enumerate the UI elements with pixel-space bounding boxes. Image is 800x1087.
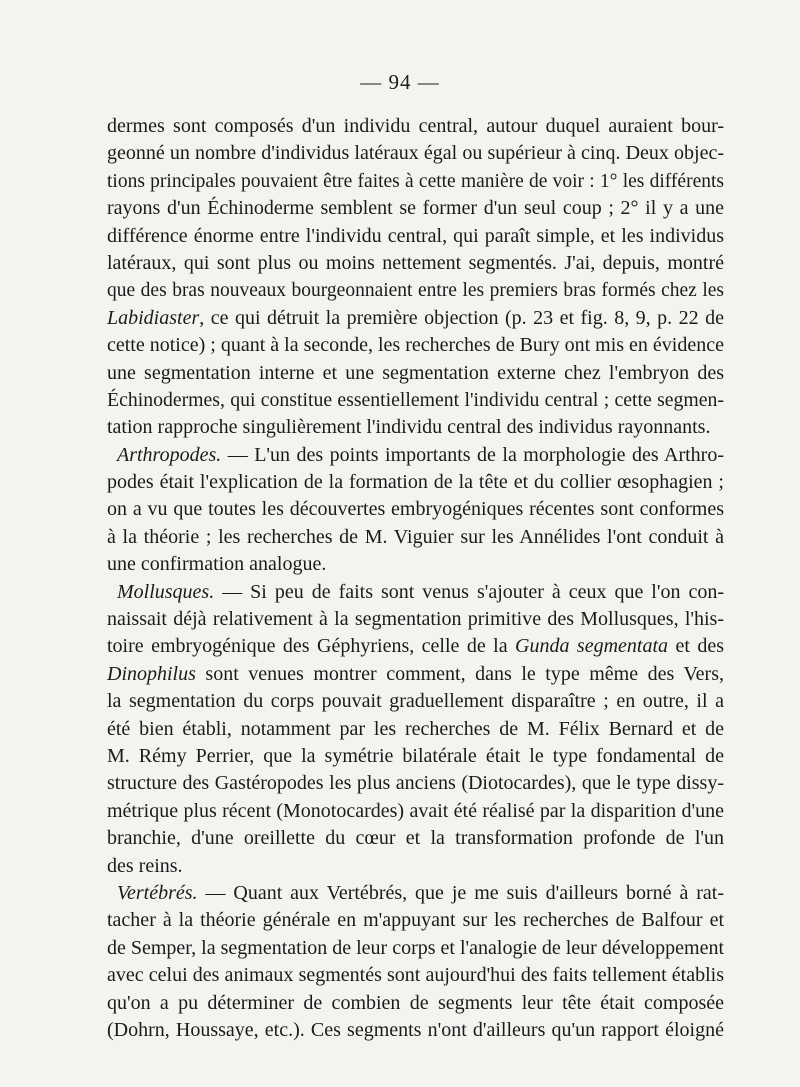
page-number: — 94 — (360, 70, 440, 94)
line-text: tions principales pouvaient être faites à cette manière de voir : 1° les différents (107, 170, 724, 192)
text-line (107, 853, 724, 880)
line-text: une confirmation analogue. (107, 553, 327, 576)
line-text: podes était l'explication de la formation de la tête et du collier œsophagien ; (107, 471, 724, 494)
text-line (107, 770, 724, 797)
text-line (107, 332, 724, 359)
line-text: — Quant aux Vertébrés, que je me suis d'ailleurs borné à rat- (197, 881, 724, 904)
text-line (107, 140, 724, 167)
italic-term: Gunda segmentata (515, 635, 669, 658)
text-line (107, 195, 724, 222)
line-text: à la théorie ; les recherches de M. Viguier sur les Annélides l'ont conduit à (107, 525, 724, 548)
text-line (107, 414, 724, 441)
text-line (107, 688, 724, 715)
text-line (107, 524, 724, 551)
text-line (107, 1017, 724, 1044)
line-text: cette notice) ; quant à la seconde, les recherches de Bury ont mis en évidence (107, 334, 724, 357)
text-line (107, 277, 724, 304)
text-line (107, 250, 724, 277)
line-text: que des bras nouveaux bourgeonnaient entre les premiers bras formés chez les (107, 280, 724, 302)
line-text: on a vu que toutes les découvertes embryogéniques récentes sont conformes (107, 498, 724, 521)
text-line (107, 633, 724, 660)
line-text: tation rapproche singulièrement l'individu central des individus rayonnants. (107, 416, 711, 439)
text-line (107, 305, 724, 332)
text-line (107, 716, 724, 743)
italic-term: Vertébrés. (117, 881, 198, 904)
text-line (107, 880, 724, 907)
line-text: une segmentation interne et une segmentation externe chez l'embryon des (107, 361, 724, 384)
text-line (107, 743, 724, 770)
line-text: structure des Gastéropodes les plus anciens (Diotocardes), que le type dissy- (107, 772, 724, 795)
text-line (107, 579, 724, 606)
text-line (107, 442, 724, 469)
text-line (107, 387, 724, 414)
text-line (107, 496, 724, 523)
line-text: branchie, d'une oreillette du cœur et la transformation profonde de l'un (107, 827, 724, 850)
line-text: geonné un nombre d'individus latéraux égal ou supérieur à cinq. Deux objec- (107, 142, 724, 165)
text-line (107, 551, 724, 578)
text-line (107, 168, 724, 195)
italic-term: Arthropodes. (117, 443, 222, 466)
text-line (107, 223, 724, 250)
line-text: dermes sont composés d'un individu central, autour duquel auraient bour- (107, 115, 724, 137)
text-line (107, 935, 724, 962)
text-line (107, 907, 724, 934)
line-text: rayons d'un Échinoderme semblent se former d'un seul coup ; 2° il y a une (107, 197, 724, 220)
text-line (107, 113, 724, 140)
line-text: et des (668, 635, 725, 658)
text-line (107, 990, 724, 1017)
text-line (107, 825, 724, 852)
line-text: Échinodermes, qui constitue essentiellement l'individu central ; cette segmen- (107, 388, 724, 411)
line-text: avec celui des animaux segmentés sont aujourd'hui des faits tellement établis (107, 964, 724, 987)
line-text: — Si peu de faits sont venus s'ajouter à ceux que l'on con- (214, 580, 724, 603)
text-line (107, 469, 724, 496)
text-line (107, 962, 724, 989)
line-text: M. Rémy Perrier, que la symétrie bilatérale était le type fondamental de (107, 744, 724, 767)
line-text: différence énorme entre l'individu central, qui paraît simple, et les individus (107, 224, 724, 247)
italic-term: Dinophilus (107, 662, 196, 685)
line-text: toire embryogénique des Géphyriens, celle de la (107, 635, 516, 658)
line-text: de Semper, la segmentation de leur corps et l'analogie de leur développement (107, 936, 725, 959)
line-text: — L'un des points importants de la morphologie des Arthro- (221, 443, 724, 466)
italic-term: Labidiaster (107, 306, 200, 329)
body-text (107, 113, 724, 1044)
text-line (107, 360, 724, 387)
line-text: sont venues montrer comment, dans le type même des Vers, (195, 662, 724, 685)
line-text: la segmentation du corps pouvait graduellement disparaître ; en outre, il a (107, 690, 724, 713)
line-text: tacher à la théorie générale en m'appuyant sur les recherches de Balfour et (107, 909, 724, 932)
line-text: qu'on a pu déterminer de combien de segments leur tête était composée (107, 991, 724, 1014)
line-text: des reins. (107, 854, 183, 877)
italic-term: Mollusques. (117, 580, 215, 603)
text-line (107, 606, 724, 633)
line-text: (Dohrn, Houssaye, etc.). Ces segments n'ont d'ailleurs qu'un rapport éloigné (107, 1018, 724, 1041)
text-line (107, 798, 724, 825)
line-text: été bien établi, notamment par les recherches de M. Félix Bernard et de (107, 717, 724, 740)
line-text: métrique plus récent (Monotocardes) avait été réalisé par la disparition d'une (107, 799, 724, 822)
line-text: , ce qui détruit la première objection (p. 23 et fig. 8, 9, p. 22 de (199, 306, 724, 329)
line-text: latéraux, qui sont plus ou moins nettement segmentés. J'ai, depuis, montré (107, 251, 724, 274)
line-text: naissait déjà relativement à la segmentation primitive des Mollusques, l'his- (107, 608, 724, 631)
text-line (107, 661, 724, 688)
